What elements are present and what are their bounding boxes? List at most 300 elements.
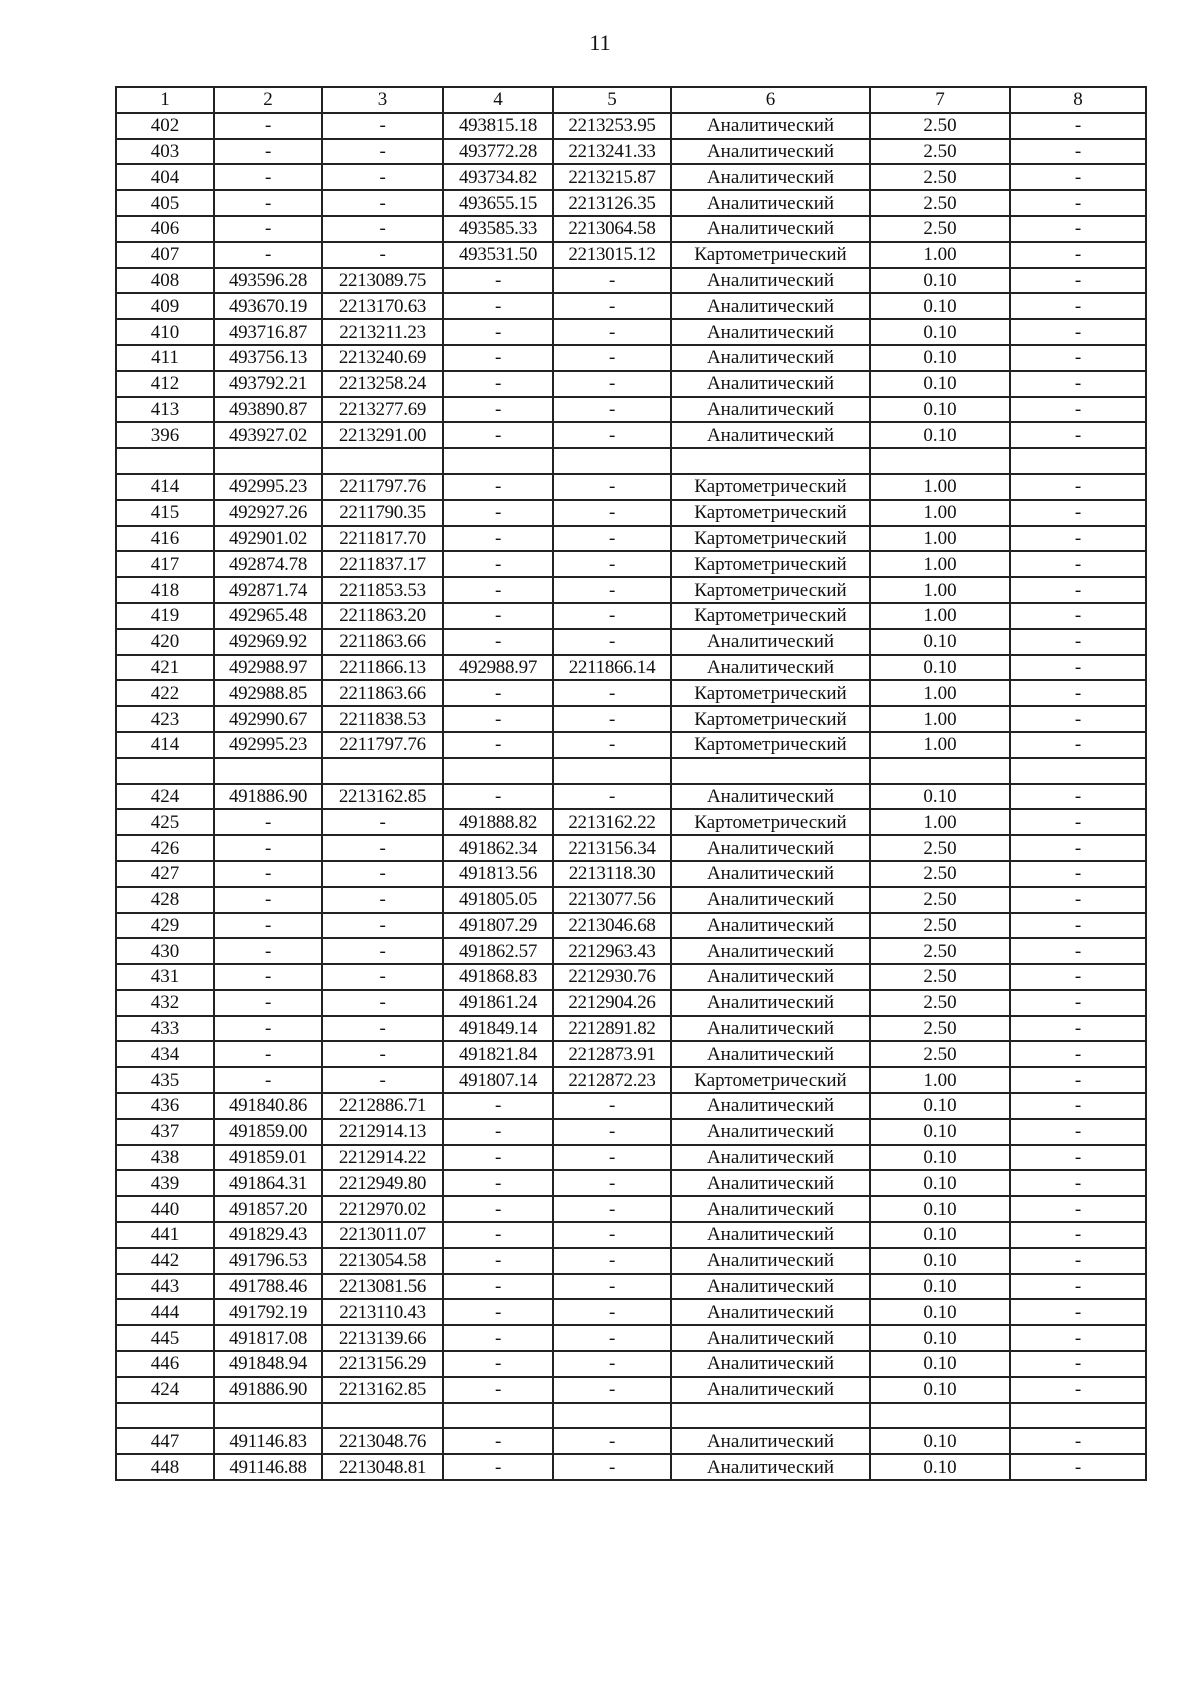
cell-y-coord: -: [322, 164, 443, 190]
cell-point-number: 426: [116, 835, 214, 861]
cell-note: -: [1010, 1248, 1146, 1274]
cell-x-coord-alt: -: [443, 1196, 553, 1222]
cell-accuracy: 1.00: [870, 706, 1010, 732]
cell-method: Картометрический: [671, 500, 870, 526]
cell-y-coord: -: [322, 242, 443, 268]
table-row: [116, 758, 1146, 784]
cell-point-number: 442: [116, 1248, 214, 1274]
table-row: [116, 938, 1146, 964]
cell-x-coord: 491146.83: [214, 1428, 322, 1454]
table-row: [116, 1377, 1146, 1403]
cell-x-coord-alt: -: [443, 629, 553, 655]
cell-accuracy: 0.10: [870, 784, 1010, 810]
cell-y-coord-alt: -: [553, 603, 671, 629]
cell-x-coord: 491859.00: [214, 1119, 322, 1145]
cell-method: Аналитический: [671, 655, 870, 681]
table-row: [116, 371, 1146, 397]
cell-note: -: [1010, 784, 1146, 810]
cell-note: -: [1010, 242, 1146, 268]
cell-method: Аналитический: [671, 1016, 870, 1042]
cell-accuracy: 0.10: [870, 268, 1010, 294]
cell-point-number: 421: [116, 655, 214, 681]
cell-y-coord-alt: 2212873.91: [553, 1041, 671, 1067]
table-row: [116, 1119, 1146, 1145]
cell-y-coord: 2211863.20: [322, 603, 443, 629]
cell-note: -: [1010, 500, 1146, 526]
cell-method: Картометрический: [671, 474, 870, 500]
cell-y-coord-alt: 2213015.12: [553, 242, 671, 268]
header-cell-x-coord-alt: 4: [443, 87, 553, 113]
table-row: [116, 500, 1146, 526]
cell-y-coord: 2213089.75: [322, 268, 443, 294]
table-row: [116, 293, 1146, 319]
cell-x-coord-alt: -: [443, 732, 553, 758]
cell-method: Аналитический: [671, 1041, 870, 1067]
cell-note: -: [1010, 397, 1146, 423]
cell-accuracy: 0.10: [870, 1145, 1010, 1171]
cell-y-coord: 2213048.76: [322, 1428, 443, 1454]
cell-y-coord: 2213048.81: [322, 1454, 443, 1480]
cell-y-coord-alt: -: [553, 371, 671, 397]
cell-point-number: 403: [116, 139, 214, 165]
cell-y-coord-alt: 2213118.30: [553, 861, 671, 887]
cell-accuracy: 0.10: [870, 1274, 1010, 1300]
table-row: [116, 1403, 1146, 1429]
cell-x-coord-alt: 491807.14: [443, 1067, 553, 1093]
cell-y-coord-alt: 2213046.68: [553, 913, 671, 939]
cell-y-coord-alt: -: [553, 345, 671, 371]
table-body: [116, 87, 1146, 1480]
cell-x-coord-alt: 491805.05: [443, 887, 553, 913]
coordinates-table: [115, 86, 1147, 1481]
cell-accuracy: [870, 448, 1010, 474]
header-cell-y-coord-alt: 5: [553, 87, 671, 113]
cell-note: -: [1010, 1325, 1146, 1351]
cell-x-coord: 493670.19: [214, 293, 322, 319]
cell-x-coord: 491886.90: [214, 784, 322, 810]
cell-x-coord: 491788.46: [214, 1274, 322, 1300]
cell-x-coord-alt: -: [443, 1093, 553, 1119]
cell-point-number: 406: [116, 216, 214, 242]
table-row: [116, 1093, 1146, 1119]
cell-y-coord: -: [322, 938, 443, 964]
cell-x-coord: -: [214, 1067, 322, 1093]
cell-point-number: [116, 448, 214, 474]
cell-point-number: 415: [116, 500, 214, 526]
table-row: [116, 784, 1146, 810]
cell-note: -: [1010, 139, 1146, 165]
cell-x-coord-alt: -: [443, 784, 553, 810]
cell-x-coord-alt: -: [443, 371, 553, 397]
cell-point-number: 429: [116, 913, 214, 939]
cell-x-coord: 493596.28: [214, 268, 322, 294]
cell-y-coord-alt: [553, 448, 671, 474]
cell-y-coord: 2211863.66: [322, 680, 443, 706]
cell-note: -: [1010, 113, 1146, 139]
cell-x-coord: -: [214, 964, 322, 990]
cell-x-coord: -: [214, 139, 322, 165]
cell-accuracy: 0.10: [870, 319, 1010, 345]
table-row: [116, 190, 1146, 216]
cell-x-coord: 492927.26: [214, 500, 322, 526]
cell-note: -: [1010, 887, 1146, 913]
cell-y-coord: 2213291.00: [322, 422, 443, 448]
cell-x-coord-alt: -: [443, 474, 553, 500]
cell-method: Картометрический: [671, 577, 870, 603]
cell-point-number: 417: [116, 551, 214, 577]
cell-point-number: 445: [116, 1325, 214, 1351]
cell-x-coord-alt: 492988.97: [443, 655, 553, 681]
cell-note: -: [1010, 938, 1146, 964]
cell-point-number: 448: [116, 1454, 214, 1480]
cell-y-coord-alt: -: [553, 526, 671, 552]
cell-x-coord: -: [214, 938, 322, 964]
table-row: [116, 551, 1146, 577]
cell-y-coord-alt: -: [553, 1454, 671, 1480]
cell-accuracy: 0.10: [870, 1299, 1010, 1325]
cell-x-coord: 491864.31: [214, 1170, 322, 1196]
cell-x-coord: -: [214, 835, 322, 861]
cell-x-coord-alt: -: [443, 551, 553, 577]
cell-x-coord-alt: -: [443, 1428, 553, 1454]
cell-point-number: 428: [116, 887, 214, 913]
cell-point-number: 404: [116, 164, 214, 190]
cell-y-coord-alt: -: [553, 1351, 671, 1377]
cell-y-coord-alt: -: [553, 1119, 671, 1145]
cell-x-coord-alt: 493734.82: [443, 164, 553, 190]
cell-note: -: [1010, 577, 1146, 603]
table-row: [116, 113, 1146, 139]
cell-y-coord-alt: 2213156.34: [553, 835, 671, 861]
cell-y-coord: 2213054.58: [322, 1248, 443, 1274]
cell-method: Картометрический: [671, 526, 870, 552]
cell-x-coord-alt: -: [443, 345, 553, 371]
cell-note: -: [1010, 268, 1146, 294]
cell-y-coord-alt: 2212872.23: [553, 1067, 671, 1093]
table-row: [116, 319, 1146, 345]
cell-method: Картометрический: [671, 809, 870, 835]
table-row: [116, 964, 1146, 990]
cell-note: -: [1010, 1428, 1146, 1454]
cell-accuracy: 0.10: [870, 1170, 1010, 1196]
cell-note: -: [1010, 835, 1146, 861]
cell-point-number: 416: [116, 526, 214, 552]
cell-y-coord-alt: -: [553, 1145, 671, 1171]
cell-y-coord-alt: -: [553, 293, 671, 319]
cell-x-coord-alt: -: [443, 422, 553, 448]
cell-accuracy: 1.00: [870, 603, 1010, 629]
cell-y-coord-alt: -: [553, 784, 671, 810]
cell-point-number: 427: [116, 861, 214, 887]
cell-y-coord: 2212970.02: [322, 1196, 443, 1222]
cell-note: -: [1010, 732, 1146, 758]
cell-accuracy: 2.50: [870, 164, 1010, 190]
cell-method: Аналитический: [671, 371, 870, 397]
cell-method: Картометрический: [671, 603, 870, 629]
cell-y-coord: -: [322, 139, 443, 165]
cell-note: -: [1010, 861, 1146, 887]
cell-accuracy: 0.10: [870, 1196, 1010, 1222]
cell-point-number: 418: [116, 577, 214, 603]
cell-x-coord-alt: -: [443, 680, 553, 706]
cell-y-coord-alt: -: [553, 422, 671, 448]
table-row: [116, 1274, 1146, 1300]
cell-y-coord-alt: 2213215.87: [553, 164, 671, 190]
cell-note: -: [1010, 345, 1146, 371]
table-row: [116, 242, 1146, 268]
cell-x-coord: -: [214, 164, 322, 190]
cell-method: Картометрический: [671, 732, 870, 758]
cell-x-coord: -: [214, 113, 322, 139]
cell-y-coord-alt: -: [553, 268, 671, 294]
table-row: [116, 1325, 1146, 1351]
cell-note: -: [1010, 1299, 1146, 1325]
cell-point-number: 402: [116, 113, 214, 139]
cell-point-number: 407: [116, 242, 214, 268]
cell-accuracy: 0.10: [870, 397, 1010, 423]
cell-note: -: [1010, 190, 1146, 216]
cell-x-coord-alt: 493772.28: [443, 139, 553, 165]
cell-note: -: [1010, 1145, 1146, 1171]
cell-x-coord: 492995.23: [214, 474, 322, 500]
cell-x-coord-alt: -: [443, 1351, 553, 1377]
cell-y-coord: -: [322, 113, 443, 139]
cell-y-coord-alt: 2213064.58: [553, 216, 671, 242]
cell-y-coord: 2212886.71: [322, 1093, 443, 1119]
cell-accuracy: [870, 1403, 1010, 1429]
cell-y-coord: -: [322, 1067, 443, 1093]
cell-y-coord-alt: -: [553, 1325, 671, 1351]
cell-y-coord-alt: -: [553, 1222, 671, 1248]
cell-x-coord-alt: -: [443, 1222, 553, 1248]
cell-point-number: 408: [116, 268, 214, 294]
table-row: [116, 164, 1146, 190]
cell-point-number: 425: [116, 809, 214, 835]
cell-y-coord: 2212914.13: [322, 1119, 443, 1145]
cell-note: [1010, 448, 1146, 474]
cell-method: Аналитический: [671, 113, 870, 139]
cell-note: [1010, 758, 1146, 784]
cell-method: [671, 758, 870, 784]
table-row: [116, 577, 1146, 603]
cell-accuracy: 0.10: [870, 655, 1010, 681]
cell-y-coord: 2212949.80: [322, 1170, 443, 1196]
cell-x-coord: 491848.94: [214, 1351, 322, 1377]
cell-method: [671, 1403, 870, 1429]
cell-method: Аналитический: [671, 1222, 870, 1248]
table-header-row: [116, 87, 1146, 113]
cell-accuracy: 2.50: [870, 1041, 1010, 1067]
cell-x-coord: -: [214, 1041, 322, 1067]
cell-x-coord: 491796.53: [214, 1248, 322, 1274]
cell-y-coord: 2213277.69: [322, 397, 443, 423]
table-row: [116, 526, 1146, 552]
cell-note: -: [1010, 1016, 1146, 1042]
cell-y-coord: [322, 1403, 443, 1429]
cell-y-coord-alt: [553, 758, 671, 784]
cell-x-coord: 491817.08: [214, 1325, 322, 1351]
cell-point-number: 414: [116, 474, 214, 500]
cell-accuracy: 2.50: [870, 113, 1010, 139]
cell-method: Аналитический: [671, 139, 870, 165]
cell-method: Аналитический: [671, 1248, 870, 1274]
cell-y-coord-alt: 2213241.33: [553, 139, 671, 165]
header-cell-point-number: 1: [116, 87, 214, 113]
cell-x-coord-alt: -: [443, 1119, 553, 1145]
cell-note: -: [1010, 1170, 1146, 1196]
cell-accuracy: 1.00: [870, 526, 1010, 552]
table-row: [116, 1041, 1146, 1067]
cell-point-number: 414: [116, 732, 214, 758]
cell-note: -: [1010, 526, 1146, 552]
cell-x-coord-alt: 491807.29: [443, 913, 553, 939]
cell-x-coord: 491829.43: [214, 1222, 322, 1248]
cell-note: -: [1010, 1196, 1146, 1222]
table-row: [116, 474, 1146, 500]
cell-point-number: 422: [116, 680, 214, 706]
cell-accuracy: 2.50: [870, 1016, 1010, 1042]
cell-x-coord: 492969.92: [214, 629, 322, 655]
cell-y-coord-alt: 2211866.14: [553, 655, 671, 681]
cell-point-number: 433: [116, 1016, 214, 1042]
cell-point-number: 413: [116, 397, 214, 423]
cell-note: -: [1010, 1454, 1146, 1480]
cell-note: -: [1010, 706, 1146, 732]
cell-point-number: 424: [116, 784, 214, 810]
cell-method: Аналитический: [671, 216, 870, 242]
cell-x-coord: [214, 448, 322, 474]
cell-y-coord: 2213011.07: [322, 1222, 443, 1248]
cell-accuracy: 0.10: [870, 1248, 1010, 1274]
cell-method: Картометрический: [671, 1067, 870, 1093]
cell-x-coord-alt: -: [443, 1377, 553, 1403]
cell-accuracy: 2.50: [870, 216, 1010, 242]
cell-x-coord-alt: 491868.83: [443, 964, 553, 990]
cell-x-coord: -: [214, 1016, 322, 1042]
cell-accuracy: 0.10: [870, 1428, 1010, 1454]
cell-point-number: 441: [116, 1222, 214, 1248]
cell-note: -: [1010, 990, 1146, 1016]
cell-point-number: 419: [116, 603, 214, 629]
cell-x-coord: 491859.01: [214, 1145, 322, 1171]
table-row: [116, 655, 1146, 681]
cell-x-coord: 493890.87: [214, 397, 322, 423]
cell-y-coord: -: [322, 887, 443, 913]
cell-note: -: [1010, 422, 1146, 448]
cell-x-coord-alt: -: [443, 1299, 553, 1325]
cell-method: Картометрический: [671, 706, 870, 732]
cell-y-coord-alt: -: [553, 1170, 671, 1196]
cell-x-coord-alt: -: [443, 577, 553, 603]
cell-accuracy: 1.00: [870, 474, 1010, 500]
cell-y-coord: -: [322, 964, 443, 990]
cell-x-coord: 491840.86: [214, 1093, 322, 1119]
cell-method: Аналитический: [671, 164, 870, 190]
cell-point-number: 410: [116, 319, 214, 345]
cell-x-coord: 492988.97: [214, 655, 322, 681]
cell-x-coord-alt: [443, 1403, 553, 1429]
table-row: [116, 1454, 1146, 1480]
cell-y-coord: 2211797.76: [322, 732, 443, 758]
cell-note: -: [1010, 809, 1146, 835]
cell-point-number: 447: [116, 1428, 214, 1454]
cell-y-coord: [322, 758, 443, 784]
cell-point-number: 424: [116, 1377, 214, 1403]
cell-note: -: [1010, 1222, 1146, 1248]
cell-method: Аналитический: [671, 1119, 870, 1145]
cell-y-coord: 2213240.69: [322, 345, 443, 371]
cell-note: -: [1010, 1041, 1146, 1067]
cell-method: Аналитический: [671, 1454, 870, 1480]
cell-y-coord-alt: -: [553, 706, 671, 732]
cell-note: -: [1010, 319, 1146, 345]
table-row: [116, 448, 1146, 474]
cell-note: -: [1010, 680, 1146, 706]
cell-note: -: [1010, 1093, 1146, 1119]
cell-y-coord-alt: 2212930.76: [553, 964, 671, 990]
cell-method: Аналитический: [671, 1274, 870, 1300]
cell-y-coord: 2213162.85: [322, 784, 443, 810]
cell-method: Аналитический: [671, 1377, 870, 1403]
cell-method: Картометрический: [671, 242, 870, 268]
table-row: [116, 1016, 1146, 1042]
cell-note: -: [1010, 913, 1146, 939]
cell-x-coord-alt: 491861.24: [443, 990, 553, 1016]
cell-point-number: 409: [116, 293, 214, 319]
cell-y-coord-alt: -: [553, 629, 671, 655]
cell-x-coord-alt: -: [443, 293, 553, 319]
cell-point-number: [116, 1403, 214, 1429]
cell-x-coord: -: [214, 216, 322, 242]
cell-accuracy: 0.10: [870, 345, 1010, 371]
cell-point-number: 412: [116, 371, 214, 397]
cell-x-coord: 491792.19: [214, 1299, 322, 1325]
cell-note: -: [1010, 603, 1146, 629]
cell-y-coord-alt: 2212891.82: [553, 1016, 671, 1042]
cell-x-coord: -: [214, 861, 322, 887]
cell-point-number: 446: [116, 1351, 214, 1377]
cell-y-coord: 2213170.63: [322, 293, 443, 319]
cell-x-coord: 491886.90: [214, 1377, 322, 1403]
cell-accuracy: 0.10: [870, 293, 1010, 319]
cell-y-coord-alt: -: [553, 1248, 671, 1274]
cell-y-coord: 2211790.35: [322, 500, 443, 526]
cell-method: Аналитический: [671, 1351, 870, 1377]
cell-y-coord: -: [322, 913, 443, 939]
cell-method: Аналитический: [671, 990, 870, 1016]
cell-x-coord: 491146.88: [214, 1454, 322, 1480]
cell-method: Аналитический: [671, 1325, 870, 1351]
cell-note: -: [1010, 1351, 1146, 1377]
cell-note: -: [1010, 551, 1146, 577]
cell-method: Картометрический: [671, 551, 870, 577]
cell-y-coord: -: [322, 861, 443, 887]
cell-y-coord: 2212914.22: [322, 1145, 443, 1171]
cell-point-number: 432: [116, 990, 214, 1016]
cell-y-coord: -: [322, 809, 443, 835]
cell-accuracy: 2.50: [870, 139, 1010, 165]
cell-accuracy: 0.10: [870, 1222, 1010, 1248]
cell-x-coord: 492995.23: [214, 732, 322, 758]
table-row: [116, 809, 1146, 835]
cell-method: Аналитический: [671, 1196, 870, 1222]
cell-x-coord: 493756.13: [214, 345, 322, 371]
cell-accuracy: 2.50: [870, 990, 1010, 1016]
cell-method: Аналитический: [671, 345, 870, 371]
cell-note: -: [1010, 655, 1146, 681]
cell-x-coord: 492988.85: [214, 680, 322, 706]
cell-method: Аналитический: [671, 1170, 870, 1196]
